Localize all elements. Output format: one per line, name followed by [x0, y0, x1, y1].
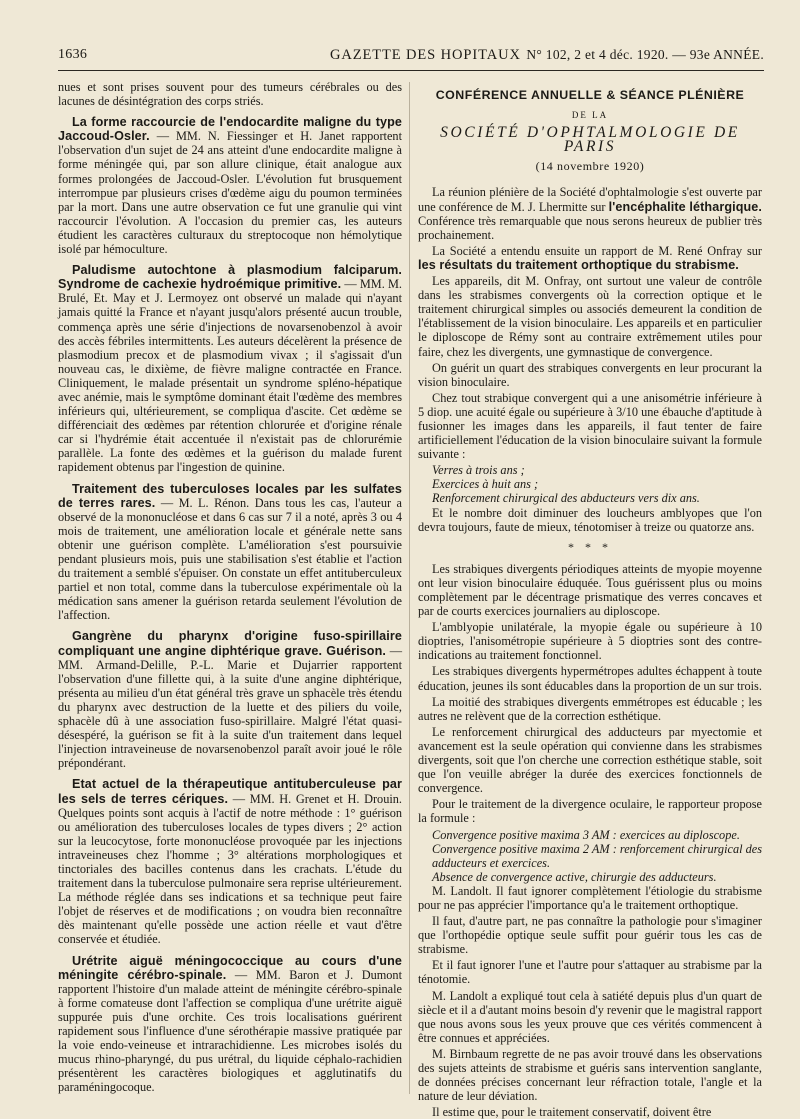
article-paludisme: [58, 263, 402, 474]
formula-line-1: Verres à trois ans ;: [432, 463, 525, 478]
section-separator: * * *: [568, 539, 612, 554]
article-gangrene-pharynx: [58, 629, 402, 770]
paragraph-on-guerit: On guérit un quart des strabiques convergents en leur procurant la vision binoculaire.: [418, 360, 762, 389]
article-endocardite: [58, 115, 402, 256]
journal-title: GAZETTE DES HOPITAUX: [330, 47, 521, 63]
formula-line-2: Exercices à huit ans ;: [432, 477, 539, 492]
article-endocardite-title: La forme raccourcie de l'endocardite maligne du type Jaccoud-Osler.: [58, 115, 402, 144]
paragraph-pathologie: Il faut, d'autre part, ne pas connaître la pathologie pour s'imaginer que l'orthopédie optique seule suffit pour guérir tous les cas de strabisme.: [418, 914, 762, 957]
intro-paragraph: nues et sont prises souvent pour des tumeurs cérébrales ou des lacunes de désintégration des corps striés.: [58, 80, 402, 109]
conference-de-la: DE LA: [571, 110, 609, 121]
formula-line-3: Renforcement chirurgical des abducteurs vers dix ans.: [432, 491, 700, 506]
article-uretrite-text: — MM. Baron et J. Dumont rapportent l'histoire d'un malade atteint de méningite cérébro-spinale à forme comateuse dont l'affection se compliqua d'une urétrite aiguë suppurée puis d'une orchite. Ces trois localisations guérirent rapidement sous l'influence d'une sérothérapie massive pratiquée par la voie endo-veineuse et intrarachidienne. Les microbes isolés du mucus rhino-pharyngé, du pus urétral, du liquide céphalo-rachidien présentèrent les caractères biologiques et agglutinatifs du paraméningocoque.: [58, 967, 402, 1095]
article-paludisme-text: — MM. M. Brulé, Et. May et J. Lermoyez ont observé un malade qui n'ayant jamais quitté la France et n'ayant jusqu'alors présenté aucun trouble, commença après une série d'injections de novarsenobenzol à avoir des accès fébriles intermittents. Les auteurs décelèrent la présence de plasmodium precox et de plasmodium vivax ; il s'agissait d'un nouveau cas, le dixième, de fièvre maligne contractée en France. Cliniquement, le malade présentait un syndrome spléno-hépatique avec anémie, mais le symptôme dominant était l'œdème des membres inférieurs qui, ultérieurement, se compliqua d'ascite. Cet œdème se différenciait des œdèmes par rétention chlorurée et d'origine rénale car si l'hydrémie était accentuée il n'existait pas de chlorurémie parallèle. La fonte des œdèmes et la guérison du malade furent rapidement obtenus par l'ingestion de quinine.: [58, 277, 402, 475]
paragraph-reunion-bold: l'encéphalite léthargique.: [608, 199, 762, 214]
paragraph-renforcement: Le renforcement chirurgical des adducteurs par myectomie et avancement est la seule opération qui convienne dans les strabismes divergents, soit que l'on cherche une correction esthétique stable, soit que l'on veuille abréger la durée des exercices fonctionnels de convergence.: [418, 724, 762, 796]
conference-title: CONFÉRENCE ANNUELLE & SÉANCE PLÉNIÈRE: [435, 88, 745, 102]
paragraph-tenotomie: Et il faut ignorer l'une et l'autre pour s'attaquer au strabisme par la ténotomie.: [418, 958, 762, 987]
column-divider: [409, 82, 410, 1094]
paragraph-il-estime: Il estime que, pour le traitement conservatif, doivent être: [432, 1105, 712, 1119]
article-tuberculoses-locales-text: — M. L. Rénon. Dans tous les cas, l'auteur a observé de la mononucléose et dans 6 cas sur 7 il a noté, après 3 ou 4 mois de traitement, une amélioration locale et générale nette sans obtenir une guérison complète. L'amélioration s'est poursuivie pendant plusieurs mois, puis une stabilisation s'est établie et l'action du traitement a semblé s'épuiser. On constate un effet antituberculeux partiel et non total, comme dans la tuberculose expérimentale où la médication sans amener la guérison retarda seulement l'évolution de l'affection.: [58, 495, 402, 623]
article-gangrene-pharynx-title: Gangrène du pharynx d'origine fuso-spirillaire compliquant une angine diphtérique grave. Guérison.: [58, 629, 402, 658]
paragraph-rapport-bold: les résultats du traitement orthoptique du strabisme.: [418, 257, 739, 272]
conference-date: (14 novembre 1920): [535, 159, 645, 174]
paragraph-divergents-periodiques: Les strabiques divergents périodiques atteints de myopie moyenne ont leur vision binoculaire éduquée. Tous guérissent plus ou moins complètement par le décentrage prismatique des verres concaves et par de courts exercices journaliers au diploscope.: [418, 561, 762, 619]
left-column: [58, 80, 402, 1096]
paragraph-loucheurs: Et le nombre doit diminuer des loucheurs amblyopes que l'on devra toujours, faute de mieux, ténotomiser à treize ou quatorze ans.: [418, 505, 762, 534]
right-column: [418, 80, 762, 1119]
article-tuberculoses-locales: [58, 482, 402, 623]
article-tuberculoses-locales-title: Traitement des tuberculoses locales par les sulfates de terres rares.: [58, 481, 402, 510]
article-therapeutique-title: Etat actuel de la thérapeutique antituberculeuse par les sels de terres cériques.: [58, 777, 402, 806]
paragraph-reunion: [418, 185, 762, 241]
article-paludisme-title: Paludisme autochtone à plasmodium falciparum. Syndrome de cachexie hydroémique primitive.: [58, 263, 402, 292]
paragraph-hypermetropes: Les strabiques divergents hypermétropes adultes échappent à toute éducation, jeunes ils sont éducables dans la proportion de un sur trois.: [418, 664, 762, 693]
paragraph-reunion-text-c: Conférence très remarquable que nous serons heureux de publier très prochainement.: [418, 213, 762, 242]
article-endocardite-text: — MM. N. Fiessinger et H. Janet rapportent l'observation d'un sujet de 24 ans atteint d'une endocardite maligne à forme méningée qui, par son allure clinique, était analogue aux formes prolongées de Jaccoud-Osler. L'évolution fut brusquement interrompue par plusieurs crises d'œdème aigu du poumon terminées par la mort. Dans une autre observation ce fut une granulie qui vint raccourcir l'évolution. A l'occasion du premier cas, les auteurs étudient les caractères culturaux du streptocoque non hémolytique isolé par hémoculture.: [58, 129, 402, 257]
article-gangrene-pharynx-text: — MM. Armand-Delille, P.-L. Marie et Dujarrier rapportent l'observation d'une fillette qui, à la suite d'une angine diphtérique, présenta au milieu d'un état général très grave un sphacèle très étendu du pharynx avec destruction de la luette et des piliers du voile, sphacèle dû à une association fuso-spirillaire. Malgré l'état quasi-désespéré, la guérison se fit à la suite d'un traitement dans lequel l'injection intraveineuse de novarsenobenzol paraît avoir joué le rôle prépondérant.: [58, 643, 402, 771]
paragraph-birnbaum: M. Birnbaum regrette de ne pas avoir trouvé dans les observations des sujets atteints de strabisme et guéris sans intervention sanglante, de données précises concernant leur réfraction totale, l'angle et la nature de leur déviation.: [418, 1046, 762, 1104]
paragraph-amblyopie: L'amblyopie unilatérale, la myopie égale ou supérieure à 10 dioptries, l'anisométropie supérieure à 5 dioptries sont des contre-indications au traitement fonctionnel.: [418, 620, 762, 663]
article-therapeutique-text: — MM. H. Grenet et H. Drouin. Quelques points sont acquis à l'actif de notre méthode : 1° guérison ou amélioration des tuberculoses locales de types divers ; 2° action sur la leucocytose, forte mononucléose provoquée par les injections intraveineuses chez l'homme ; 3° altérations morphologiques et tinctoriales des bacilles contenus dans les crachats. L'étude du traitement dans la tuberculose pulmonaire sera reprise ultérieurement. La méthode réglée dans ses indications et sa technique peut faire l'objet de réserves et de modifications ; on voudra bien reconnaître dès maintenant qu'elle possède une action réelle et vaut d'être conservée et étudiée.: [58, 791, 402, 947]
paragraph-landolt-explique: M. Landolt a expliqué tout cela à satiété depuis plus d'un quart de siècle et il a d'autant moins besoin d'y revenir que le magistral rapport que nous avons sous les yeux prouve que ces vérités commencent à être connues et appréciées.: [418, 988, 762, 1045]
running-header: [58, 44, 764, 66]
paragraph-rapport: [418, 244, 762, 272]
convergence-formula-1: Convergence positive maxima 3 AM : exercices au diploscope.: [432, 827, 740, 842]
paragraph-appareils: Les appareils, dit M. Onfray, ont surtout une valeur de contrôle dans les strabismes convergents où la correction optique et le traitement chirurgical simples ou associés demeurent la condition de l'établissement de la vision binoculaire. Les appareils et en particulier le diploscope de Rémy sont au contraire extrêmement utiles pour faire, chez les divergents, une gymnastique de convergence.: [418, 274, 762, 359]
paragraph-formule: Pour le traitement de la divergence oculaire, le rapporteur propose la formule :: [418, 797, 762, 826]
issue-info: N° 102, 2 et 4 déc. 1920. — 93e ANNÉE.: [526, 47, 764, 62]
convergence-formula-2: Convergence positive maxima 2 AM : renforcement chirurgical des adducteurs et exercices.: [432, 841, 762, 870]
conference-heading: [418, 88, 762, 173]
paragraph-rapport-text: La Société a entendu ensuite un rapport de M. René Onfray sur: [432, 243, 762, 258]
paragraph-landolt: M. Landolt. Il faut ignorer complètement l'étiologie du strabisme pour ne pas apprécier l'importance qu'a le traitement orthoptique.: [418, 883, 762, 912]
convergence-formula-3: Absence de convergence active, chirurgie des adducteurs.: [432, 869, 717, 884]
conference-society: SOCIÉTÉ D'OPHTALMOLOGIE DE PARIS: [440, 124, 740, 156]
paragraph-emmetropes: La moitié des strabiques divergents emmétropes est éducable ; les autres ne relèvent que de la correction esthétique.: [418, 694, 762, 723]
paragraph-chez-tout: Chez tout strabique convergent qui a une anisométrie inférieure à 5 diop. une acuité égale ou supérieure à 3/10 une ébauche d'aptitude à fusionner les images dans les appareils, il faut tenter de faire artificiellement l'éducation de la vision binoculaire suivant la formule suivante :: [418, 390, 762, 462]
paragraph-reunion-text-a: La réunion plénière de la Société d'ophtalmologie s'est ouverte par une conférence de M. J. Lhermitte sur: [418, 185, 762, 214]
article-uretrite-title: Urétrite aiguë méningococcique au cours d'une méningite cérébro-spinale.: [58, 953, 402, 982]
article-uretrite: [58, 954, 402, 1095]
page-number: 1636: [58, 47, 88, 62]
article-therapeutique: [58, 777, 402, 946]
header-rule: [58, 70, 764, 71]
